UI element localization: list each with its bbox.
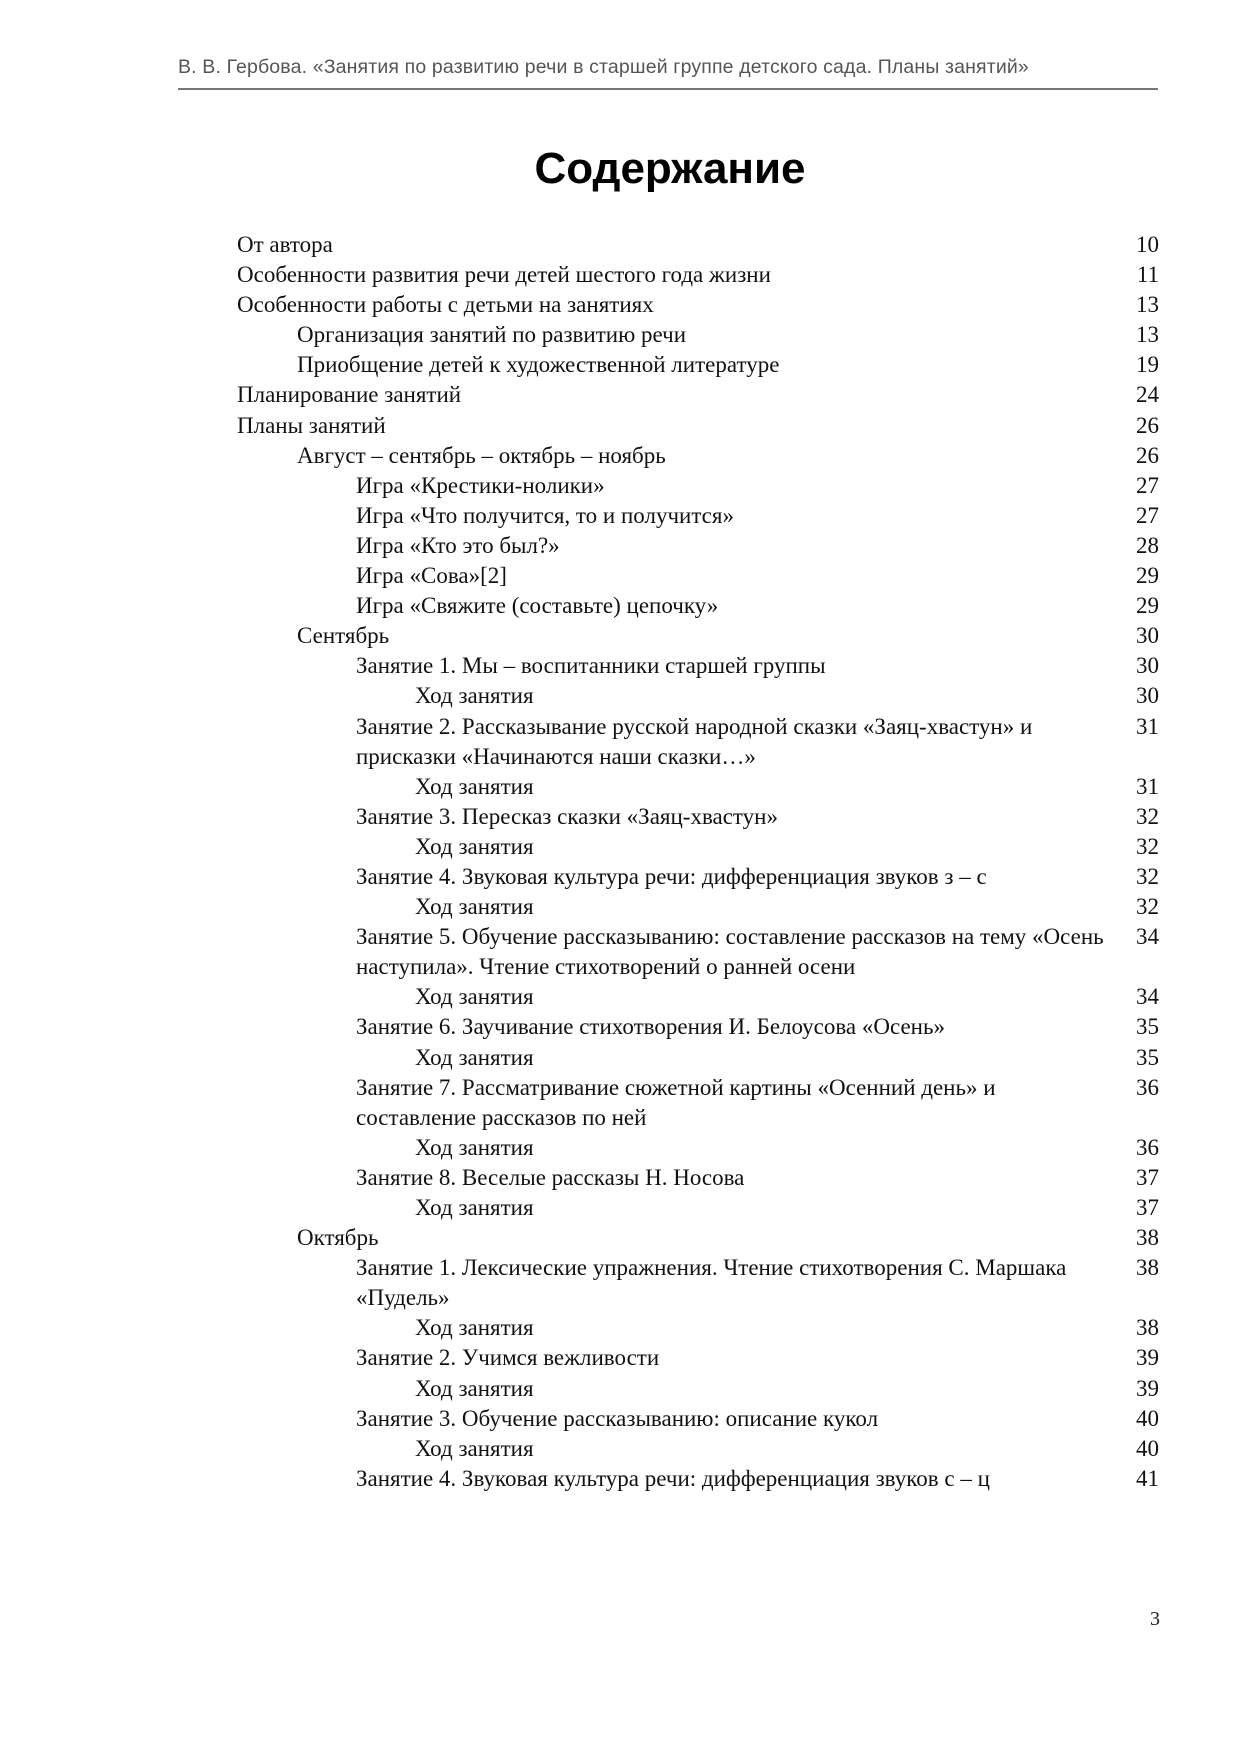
toc-entry-title: Ход занятия: [415, 833, 534, 859]
toc-entry[interactable]: [237, 1464, 1159, 1494]
toc-entry-page: 37: [1136, 1164, 1159, 1190]
toc-entry-page: 13: [1136, 322, 1159, 348]
toc-entry-title: Планирование занятий: [237, 382, 462, 408]
toc-entry[interactable]: [237, 501, 1159, 531]
toc-entry-page: 29: [1136, 593, 1159, 619]
toc-entry[interactable]: [237, 922, 1159, 982]
toc-entry-page: 34: [1136, 924, 1159, 950]
toc-entry[interactable]: [237, 260, 1159, 290]
toc-entry-page: 35: [1136, 1044, 1159, 1070]
toc-entry-title: Ход занятия: [415, 1044, 534, 1070]
running-head: В. В. Гербова. «Занятия по развитию речи в старшей группе детского сада. Планы занятий»: [178, 56, 1029, 78]
toc-entry-title: Занятие 5. Обучение рассказыванию: составление рассказов на тему «Осень наступила». Чтение стихотворений о ранней осени: [356, 924, 1104, 980]
toc-entry-page: 36: [1136, 1074, 1159, 1100]
toc-entry-title: Сентябрь: [297, 623, 390, 649]
toc-entry[interactable]: [237, 1163, 1159, 1193]
toc-entry-title: Игра «Свяжите (составьте) цепочку»: [356, 593, 719, 619]
toc-entry[interactable]: [237, 1043, 1159, 1073]
toc-entry-title: Игра «Что получится, то и получится»: [356, 502, 734, 528]
toc-entry-title: Приобщение детей к художественной литературе: [297, 352, 780, 378]
toc-entry-title: Занятие 6. Заучивание стихотворения И. Белоусова «Осень»: [356, 1014, 945, 1040]
toc-entry-title: Ход занятия: [415, 1134, 534, 1160]
toc-entry-page: 37: [1136, 1195, 1159, 1220]
toc-entry-page: 26: [1136, 442, 1159, 468]
toc-entry-title: Ход занятия: [415, 894, 534, 920]
toc-entry[interactable]: [237, 802, 1159, 832]
toc-entry-page: 13: [1136, 292, 1159, 318]
toc-entry-page: 39: [1136, 1375, 1159, 1401]
toc-entry-title: Ход занятия: [415, 773, 534, 799]
toc-entry-title: Ход занятия: [415, 683, 534, 709]
toc-entry[interactable]: [237, 1374, 1159, 1404]
toc-entry[interactable]: [237, 350, 1159, 380]
toc-entry[interactable]: [237, 471, 1159, 501]
toc-entry-page: 27: [1136, 472, 1159, 498]
toc-entry[interactable]: [237, 1073, 1159, 1133]
toc-entry[interactable]: [237, 651, 1159, 681]
toc-entry[interactable]: [237, 1434, 1159, 1464]
toc-entry-page: 39: [1136, 1345, 1159, 1371]
toc-entry-title: Занятие 8. Веселые рассказы Н. Носова: [356, 1164, 745, 1190]
toc-entry[interactable]: [237, 1133, 1159, 1163]
table-of-contents: [237, 230, 1159, 1494]
toc-entry-page: 30: [1136, 623, 1159, 649]
toc-entry[interactable]: [237, 982, 1159, 1012]
toc-entry-title: Занятие 4. Звуковая культура речи: дифференциация звуков с – ц: [356, 1465, 990, 1491]
toc-entry[interactable]: [237, 1313, 1159, 1343]
toc-entry[interactable]: [237, 1012, 1159, 1042]
toc-entry-page: 38: [1136, 1315, 1159, 1341]
toc-entry-page: 32: [1136, 894, 1159, 920]
toc-entry[interactable]: [237, 1343, 1159, 1373]
toc-entry-page: 31: [1136, 773, 1159, 799]
toc-entry-title: Игра «Сова»[2]: [356, 563, 507, 589]
page-number: 3: [1150, 1608, 1160, 1630]
toc-entry[interactable]: [237, 561, 1159, 591]
toc-entry-title: Занятие 7. Рассматривание сюжетной картины «Осенний день» и составление рассказов по ней: [356, 1074, 996, 1130]
toc-entry-title: Август – сентябрь – октябрь – ноябрь: [297, 442, 666, 468]
toc-entry-page: 24: [1136, 382, 1159, 408]
toc-entry-title: Занятие 2. Рассказывание русской народной сказки «Заяц-хвастун» и присказки «Начинаются наши сказки…»: [356, 713, 1033, 769]
toc-entry-title: Игра «Крестики-нолики»: [356, 472, 605, 498]
toc-entry-page: 19: [1136, 352, 1159, 378]
toc-entry[interactable]: [237, 1253, 1159, 1313]
toc-entry-title: Занятие 1. Лексические упражнения. Чтение стихотворения С. Маршака «Пудель»: [356, 1255, 1067, 1311]
toc-entry[interactable]: [237, 681, 1159, 711]
toc-entry-page: 40: [1136, 1435, 1159, 1461]
toc-entry[interactable]: [237, 411, 1159, 441]
toc-entry[interactable]: [237, 230, 1159, 260]
toc-entry-title: От автора: [237, 232, 333, 257]
toc-entry[interactable]: [237, 1193, 1159, 1223]
toc-entry-page: 40: [1136, 1405, 1159, 1431]
toc-entry-title: Занятие 3. Пересказ сказки «Заяц-хвастун»: [356, 803, 778, 829]
toc-entry-page: 30: [1136, 683, 1159, 709]
toc-entry[interactable]: [237, 892, 1159, 922]
toc-entry-page: 38: [1136, 1255, 1159, 1281]
toc-entry[interactable]: [237, 531, 1159, 561]
toc-entry-title: Особенности работы с детьми на занятиях: [237, 292, 654, 318]
toc-entry-title: Организация занятий по развитию речи: [297, 322, 687, 348]
toc-entry-title: Ход занятия: [415, 1315, 534, 1341]
toc-entry-title: Октябрь: [297, 1225, 379, 1251]
toc-entry-title: Планы занятий: [237, 412, 386, 438]
toc-entry[interactable]: [237, 712, 1159, 772]
toc-entry-title: Ход занятия: [415, 1195, 534, 1220]
toc-entry-title: Занятие 1. Мы – воспитанники старшей группы: [356, 653, 826, 679]
toc-entry[interactable]: [237, 832, 1159, 862]
toc-entry-title: Ход занятия: [415, 984, 534, 1010]
toc-entry-title: Ход занятия: [415, 1435, 534, 1461]
toc-entry-page: 11: [1136, 262, 1159, 288]
toc-entry-page: 30: [1136, 653, 1159, 679]
toc-entry[interactable]: [237, 862, 1159, 892]
toc-entry-title: Ход занятия: [415, 1375, 534, 1401]
toc-entry[interactable]: [237, 772, 1159, 802]
toc-entry-page: 29: [1136, 563, 1159, 589]
toc-entry-page: 32: [1136, 863, 1159, 889]
header-divider: [178, 88, 1158, 90]
toc-entry-page: 34: [1136, 984, 1159, 1010]
toc-entry[interactable]: [237, 1223, 1159, 1253]
page-title: Содержание: [534, 144, 806, 193]
toc-entry-page: 26: [1136, 412, 1159, 438]
toc-entry[interactable]: [237, 621, 1159, 651]
toc-entry[interactable]: [237, 441, 1159, 471]
toc-entry[interactable]: [237, 290, 1159, 320]
toc-entry-page: 41: [1136, 1465, 1159, 1491]
toc-entry-title: Особенности развития речи детей шестого года жизни: [237, 262, 771, 288]
toc-entry-page: 28: [1136, 532, 1159, 558]
toc-entry[interactable]: [237, 1404, 1159, 1434]
toc-entry-page: 27: [1136, 502, 1159, 528]
toc-entry[interactable]: [237, 591, 1159, 621]
toc-entry-page: 31: [1136, 713, 1159, 739]
toc-entry[interactable]: [237, 320, 1159, 350]
toc-entry-page: 32: [1136, 833, 1159, 859]
toc-entry-title: Занятие 4. Звуковая культура речи: дифференциация звуков з – с: [356, 863, 987, 889]
toc-entry-page: 10: [1136, 232, 1159, 257]
toc-entry-page: 38: [1136, 1225, 1159, 1251]
toc-entry-title: Игра «Кто это был?»: [356, 532, 560, 558]
toc-entry[interactable]: [237, 380, 1159, 410]
toc-entry-title: Занятие 2. Учимся вежливости: [356, 1345, 660, 1371]
toc-entry-page: 35: [1136, 1014, 1159, 1040]
toc-entry-page: 36: [1136, 1134, 1159, 1160]
toc-entry-page: 32: [1136, 803, 1159, 829]
toc-entry-title: Занятие 3. Обучение рассказыванию: описание кукол: [356, 1405, 879, 1431]
